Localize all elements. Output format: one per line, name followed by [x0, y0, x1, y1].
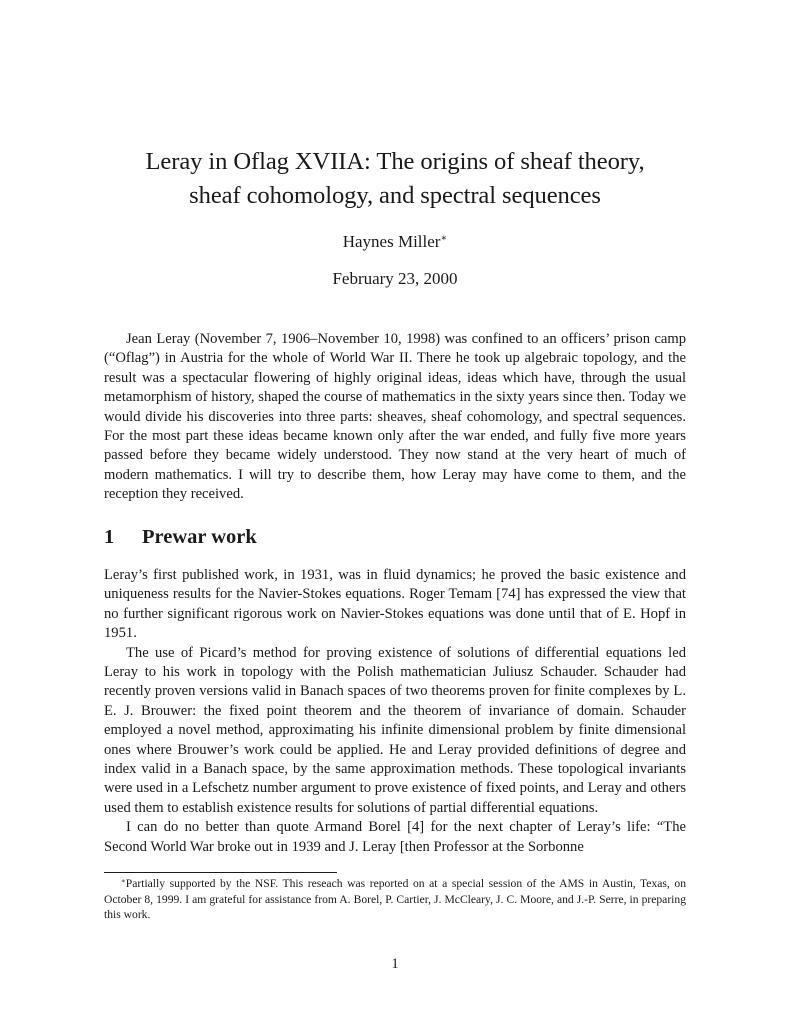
paragraph: I can do no better than quote Armand Borel [4] for the next chapter of Leray’s life: “The Second World War broke out in 1939 and J. Leray [then Professor at the Sorbonne — [104, 819, 686, 855]
paper-title — [104, 145, 686, 213]
author — [104, 231, 686, 253]
title-line-2: sheaf cohomology, and spectral sequences — [189, 182, 601, 209]
title-line-1: Leray in Oflag XVIIA: The origins of sheaf theory, — [145, 148, 645, 175]
author-name: Haynes Miller — [342, 232, 441, 251]
section-heading — [104, 524, 686, 550]
author-footnote-mark: ∗ — [440, 233, 448, 244]
footnote-rule — [104, 872, 337, 873]
section-number: 1 — [104, 526, 115, 548]
page-number: 1 — [391, 956, 399, 972]
section-body — [104, 566, 686, 857]
paragraph: The use of Picard’s method for proving existence of solutions of differential equations led Leray to his work in topology with the Polish mathematician Juliusz Schauder. Schauder had recently proven versions valid in Banach spaces of two theorems proven for finite complexes by L. E. J. Brouwer: the fixed point theorem and the theorem of invariance of domain. Schauder employed a novel method, approximating his infinite dimensional problem by finite dimensional ones where Brouwer’s work could be applied. He and Leray provided definitions of degree and index valid in a Banach space, by the same approximation methods. These topological invariants were used in a Lefschetz number argument to prove existence of fixed points, and Leray and others used them to establish existence results for solutions of partial differential equations. — [104, 644, 686, 816]
date: February 23, 2000 — [332, 269, 458, 288]
abstract: Jean Leray (November 7, 1906–November 10, 1998) was confined to an officers’ prison camp (“Oflag”) in Austria for the whole of World War II. There he took up algebraic topology, and the result was a spectacular flowering of highly original ideas, ideas which have, through the usual metamorphism of history, shaped the course of mathematics in the sixty years since then. Today we would divide his discoveries into three parts: sheaves, sheaf cohomology, and spectral sequences. For the most part these ideas became known only after the war ended, and fully five more years passed before they became widely understood. They now stand at the very heart of much of modern mathematics. I will try to describe them, how Leray may have come to them, and the reception they received. — [104, 331, 686, 503]
section-title: Prewar work — [142, 526, 257, 548]
footnote-mark: ∗ — [121, 877, 126, 885]
paragraph: Leray’s first published work, in 1931, was in fluid dynamics; he proved the basic existence and uniqueness results for the Navier-Stokes equations. Roger Temam [74] has expressed the view that no further significant rigorous work on Navier-Stokes equations was done until that of E. Hopf in 1951. — [104, 567, 686, 642]
footnote-text: Partially supported by the NSF. This reseach was reported on at a special session of the AMS in Austin, Texas, on October 8, 1999. I am grateful for assistance from A. Borel, P. Cartier, J. McCleary, J. C. Moore, and J.-P. Serre, in preparing this work. — [104, 877, 686, 922]
footnote — [104, 876, 686, 923]
